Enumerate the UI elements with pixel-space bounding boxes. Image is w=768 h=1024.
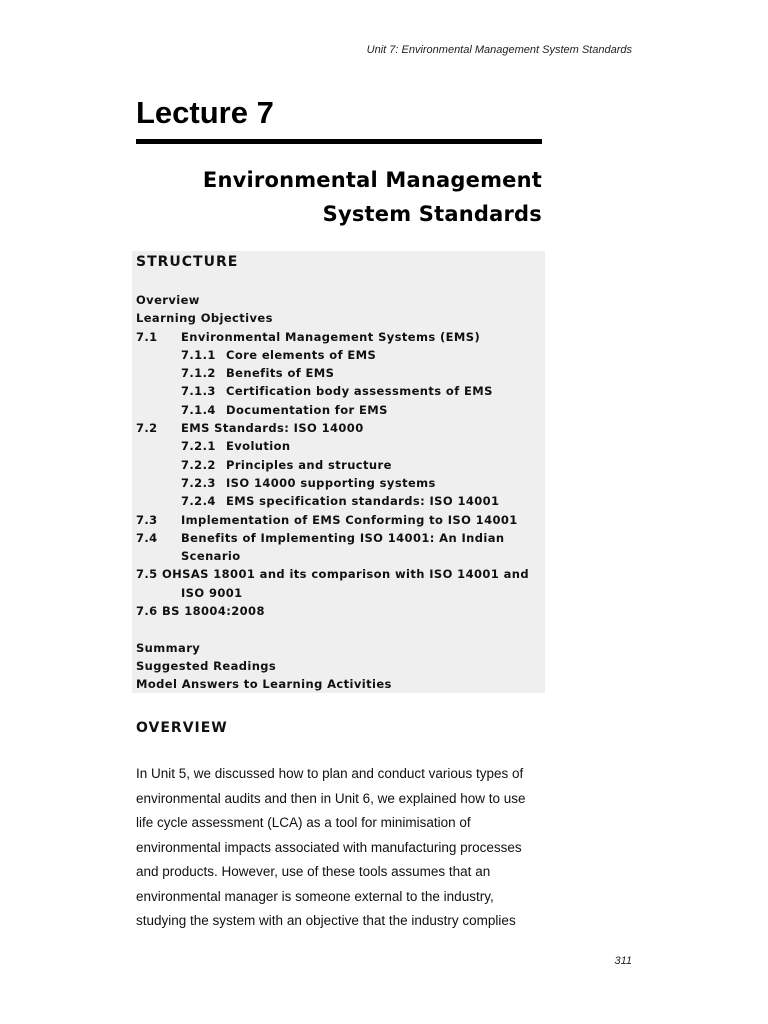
overview-line: environmental impacts associated with manufacturing processes (136, 839, 522, 855)
overview-heading: OVERVIEW (136, 720, 228, 736)
overview-line: studying the system with an objective that the industry complies (136, 913, 516, 928)
toc-item-label: Suggested Readings (136, 658, 277, 673)
toc-item-label: Benefits of EMS (226, 366, 335, 381)
toc-item (136, 492, 536, 510)
overview-paragraph (136, 762, 546, 934)
structure-box (132, 251, 545, 693)
toc-item (136, 602, 536, 620)
toc-item (136, 639, 536, 657)
overview-line: environmental manager is someone external to the industry, (136, 888, 494, 904)
title-rule (136, 139, 542, 144)
chapter-title-line-1: Environmental Management (202, 168, 542, 192)
toc-item (136, 437, 536, 455)
toc-item (136, 382, 536, 400)
chapter-title (136, 163, 542, 231)
toc-item (136, 401, 536, 419)
toc-item-number: 7.1.3 (181, 384, 216, 399)
toc-item-label: Core elements of EMS (226, 347, 377, 362)
toc-item (136, 565, 536, 583)
toc-item-number: 7.1.1 (181, 347, 216, 362)
table-of-contents (136, 291, 536, 694)
toc-item-label: ISO 14000 supporting systems (226, 475, 436, 490)
toc-item (136, 675, 536, 693)
toc-item (136, 291, 536, 309)
toc-item-number: 7.2.4 (181, 494, 216, 509)
toc-item-label: Evolution (226, 439, 291, 454)
toc-item-number: 7.1 (136, 329, 158, 344)
toc-item (136, 529, 536, 547)
toc-item (136, 547, 536, 565)
toc-item-label: ISO 9001 (181, 585, 243, 600)
toc-item (136, 474, 536, 492)
toc-item-number: 7.2.1 (181, 439, 216, 454)
toc-item-label: 7.5 OHSAS 18001 and its comparison with ISO 14001 and (136, 567, 529, 582)
overview-line: environmental audits and then in Unit 6, we explained how to use (136, 790, 526, 806)
overview-line: life cycle assessment (LCA) as a tool for minimisation of (136, 815, 471, 830)
overview-line: In Unit 5, we discussed how to plan and conduct various types of (136, 766, 524, 781)
toc-item-label: Certification body assessments of EMS (226, 384, 493, 399)
toc-item (136, 309, 536, 327)
chapter-title-line-2: System Standards (322, 202, 542, 226)
toc-item-label: Benefits of Implementing ISO 14001: An Indian (181, 530, 505, 545)
toc-item (136, 456, 536, 474)
running-head: Unit 7: Environmental Management System Standards (366, 44, 632, 56)
toc-item-number: 7.2.3 (181, 475, 216, 490)
structure-heading: STRUCTURE (136, 254, 239, 270)
toc-item-label: Learning Objectives (136, 311, 273, 326)
toc-item-number: 7.2 (136, 421, 158, 436)
toc-item (136, 584, 536, 602)
toc-item-label: 7.6 BS 18004:2008 (136, 604, 265, 619)
toc-item (136, 346, 536, 364)
toc-item-label: EMS Standards: ISO 14000 (181, 421, 364, 436)
toc-item-number: 7.1.4 (181, 402, 216, 417)
toc-item-label: Overview (136, 293, 200, 307)
lecture-title: Lecture 7 (136, 95, 274, 130)
toc-item (136, 419, 536, 437)
toc-spacer (136, 620, 536, 638)
toc-item-label: Documentation for EMS (226, 402, 388, 417)
toc-item-label: Model Answers to Learning Activities (136, 677, 392, 692)
toc-item-label: Implementation of EMS Conforming to ISO 14001 (181, 512, 518, 527)
overview-line: and products. However, use of these tools assumes that an (136, 864, 491, 879)
toc-item-number: 7.3 (136, 512, 158, 527)
toc-item (136, 511, 536, 529)
toc-item-label: EMS specification standards: ISO 14001 (226, 494, 500, 509)
toc-item-label: Principles and structure (226, 457, 392, 472)
toc-item (136, 364, 536, 382)
toc-item-number: 7.1.2 (181, 366, 216, 381)
toc-item-number: 7.2.2 (181, 457, 216, 472)
toc-item-label: Environmental Management Systems (EMS) (181, 329, 481, 344)
toc-item (136, 657, 536, 675)
toc-item-label: Scenario (181, 549, 241, 564)
page-number: 311 (614, 955, 632, 967)
toc-item (136, 328, 536, 346)
toc-item-number: 7.4 (136, 530, 158, 545)
toc-item-label: Summary (136, 640, 201, 655)
